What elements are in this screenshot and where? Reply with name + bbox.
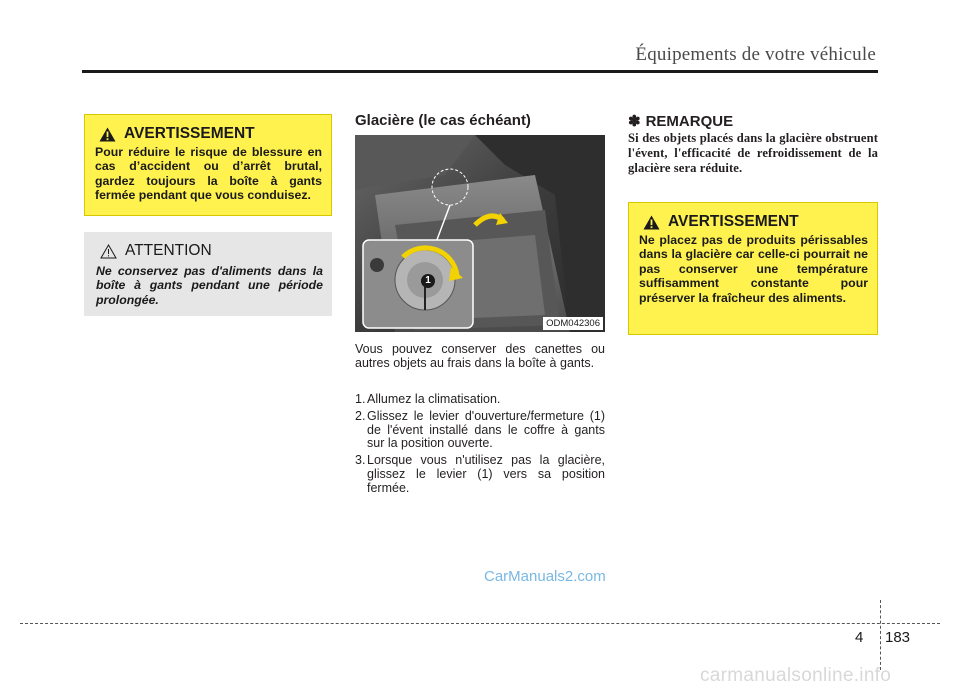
section-title: Équipements de votre véhicule <box>635 44 876 65</box>
warning-text: Ne placez pas de produits périssables dans la glacière car celle-ci pourrait ne pas conserver une température suffisamment constante pour préserver la fraîcheur des aliments. <box>639 233 868 305</box>
callout-1: 1 <box>421 274 435 288</box>
warning-box-glovebox <box>84 114 332 216</box>
cooler-intro: Vous pouvez conserver des canettes ou autres objets au frais dans la boîte à gants. <box>355 342 605 370</box>
caution-title: ATTENTION <box>125 242 212 259</box>
warning-box-perishables <box>628 202 878 335</box>
note-title <box>628 112 733 130</box>
cooler-heading: Glacière (le cas échéant) <box>355 112 531 129</box>
watermark-footer: carmanualsonline.info <box>700 665 892 686</box>
warning-title: AVERTISSEMENT <box>668 213 799 230</box>
warning-title: AVERTISSEMENT <box>124 125 255 142</box>
warning-triangle-icon <box>643 215 660 230</box>
chapter-number: 4 <box>855 629 864 646</box>
caution-box-food <box>84 232 332 316</box>
figure-code: ODM042306 <box>543 317 603 330</box>
note-title-text: REMARQUE <box>645 112 734 130</box>
step-3: 3. Lorsque vous n'utilisez pas la glacière, glissez le levier (1) vers sa position fermée. <box>355 453 605 495</box>
footer-divider <box>880 600 881 670</box>
warning-triangle-icon <box>99 127 116 142</box>
watermark-link[interactable]: CarManuals2.com <box>484 568 606 585</box>
warning-text: Pour réduire le risque de blessure en cas d’accident ou d’arrêt brutal, gardez toujours la boîte à gants fermée pendant que vous conduisez. <box>95 145 322 203</box>
caution-triangle-icon <box>100 244 117 259</box>
note-asterisk-icon: ✽ <box>628 113 641 130</box>
page-number: 183 <box>885 629 911 646</box>
footer-rule <box>20 623 940 624</box>
glovebox-illustration <box>355 135 605 332</box>
cooler-steps <box>355 393 605 499</box>
header-rule <box>82 70 878 73</box>
step-1: 1. Allumez la climatisation. <box>355 392 501 406</box>
note-text: Si des objets placés dans la glacière obstruent l'évent, l'efficacité de refroidissement de la glacière sera réduite. <box>628 131 878 175</box>
step-2: 2. Glissez le levier d'ouverture/fermeture (1) de l'évent installé dans le coffre à gants sur la position ouverte. <box>355 408 605 451</box>
cooler-figure <box>355 135 605 332</box>
caution-text: Ne conservez pas d'aliments dans la boîte à gants pendant une période prolongée. <box>96 264 323 307</box>
